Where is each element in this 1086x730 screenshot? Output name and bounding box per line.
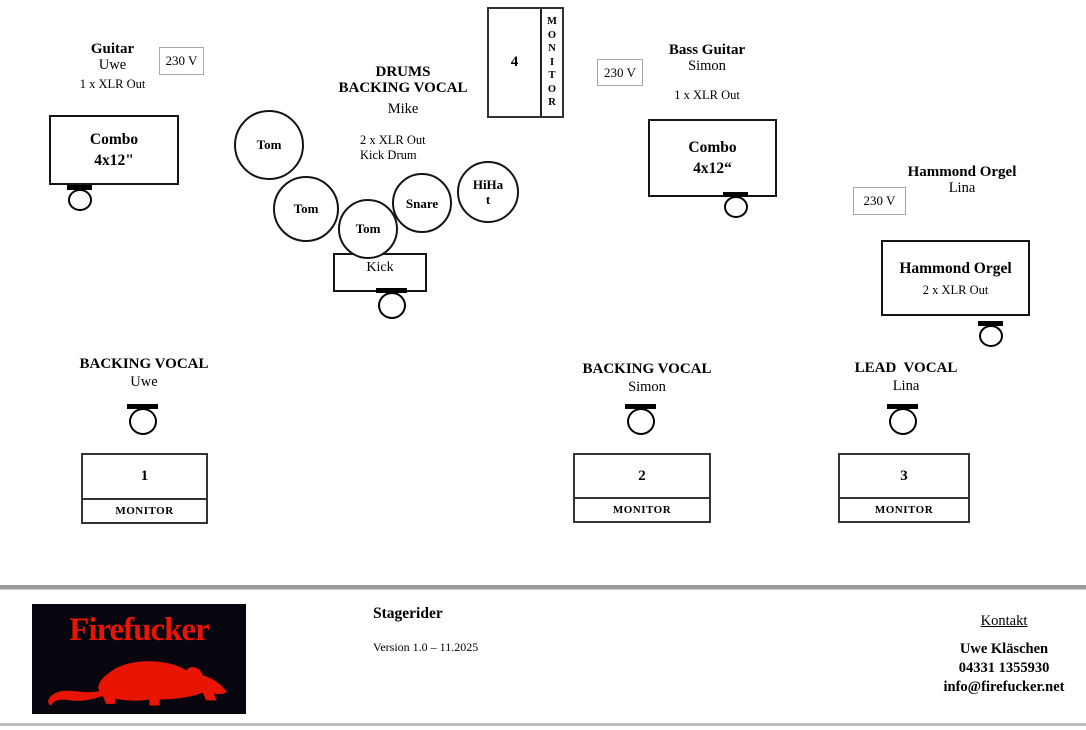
band-logo — [32, 604, 246, 714]
drums-output-line1: 2 x XLR Out — [360, 133, 426, 147]
band-logo-text: Firefucker — [69, 612, 209, 648]
drum-tom-3 — [338, 199, 398, 259]
mic-head-icon — [627, 408, 655, 435]
drums-title-line2: BACKING VOCAL — [338, 80, 468, 96]
monitor-3-number: 3 — [840, 455, 968, 499]
vocal-2-player: Simon — [628, 379, 666, 395]
drums-output-line2: Kick Drum — [360, 148, 417, 162]
drums-header — [303, 64, 503, 118]
guitar-power-box: 230 V — [159, 47, 204, 75]
monitor-4-box — [487, 7, 564, 118]
vocal-1-title: BACKING VOCAL — [79, 356, 209, 372]
guitar-amp-line1: Combo — [89, 131, 139, 148]
monitor-4-label-cell — [542, 9, 562, 116]
tom-1-label: Tom — [256, 137, 282, 152]
vocal-3-title: LEAD VOCAL — [854, 360, 958, 376]
contact-email: info@firefucker.net — [943, 679, 1065, 695]
vocal-3-microphone-icon — [887, 404, 918, 435]
monitor-4-label: MONITOR — [547, 16, 557, 109]
monitor-4-number: 4 — [489, 9, 542, 116]
guitar-title: Guitar — [90, 41, 135, 57]
guitar-amp-line2: 4x12" — [94, 152, 134, 169]
vocal-1-player: Uwe — [130, 374, 158, 390]
guitar-output: 1 x XLR Out — [79, 77, 146, 91]
tom-3-label: Tom — [355, 221, 381, 236]
mic-head-icon — [378, 292, 406, 319]
vocal-1-microphone-icon — [127, 404, 158, 435]
monitor-1-label: MONITOR — [115, 505, 174, 517]
vocal-2-microphone-icon — [625, 404, 656, 435]
vocal-2-title: BACKING VOCAL — [582, 361, 712, 377]
bass-amp-box — [648, 119, 777, 197]
rat-icon — [40, 647, 238, 709]
drum-kick-box — [333, 253, 427, 292]
bass-title: Bass Guitar — [668, 42, 746, 58]
mic-head-icon — [129, 408, 157, 435]
document-version: Version 1.0 – 11.2025 — [373, 640, 479, 654]
monitor-1-number: 1 — [83, 455, 206, 500]
hammond-box-output: 2 x XLR Out — [922, 282, 989, 297]
bass-amp-microphone-icon — [723, 192, 748, 218]
drum-snare — [392, 173, 452, 233]
vocal-3-header — [826, 360, 986, 395]
monitor-1-box — [81, 453, 208, 524]
guitar-amp-microphone-icon — [67, 185, 92, 211]
monitor-3-box — [838, 453, 970, 523]
footer-bottom-rule — [0, 723, 1086, 726]
document-title: Stagerider — [373, 605, 443, 622]
snare-label: Snare — [405, 195, 439, 211]
guitar-player: Uwe — [98, 57, 127, 73]
vocal-2-header — [567, 361, 727, 396]
bass-output: 1 x XLR Out — [674, 88, 740, 102]
bass-amp-line2: 4x12“ — [693, 160, 732, 177]
hammond-box-title: Hammond Orgel — [899, 259, 1012, 277]
hammond-power-box: 230 V — [853, 187, 906, 215]
drum-hihat — [457, 161, 519, 223]
bass-player: Simon — [688, 58, 726, 74]
vocal-1-header — [64, 356, 224, 391]
hammond-box — [881, 240, 1030, 316]
drums-title-line1: DRUMS — [375, 64, 431, 80]
drum-tom-2 — [273, 176, 339, 242]
drums-player: Mike — [387, 101, 419, 117]
mic-head-icon — [68, 189, 92, 211]
vocal-3-player: Lina — [892, 378, 920, 394]
monitor-3-label: MONITOR — [874, 504, 934, 516]
drums-output — [360, 133, 455, 163]
monitor-2-label: MONITOR — [612, 504, 672, 516]
bass-amp-line1: Combo — [688, 139, 737, 156]
hammond-microphone-icon — [978, 321, 1003, 347]
kick-microphone-icon — [376, 288, 407, 319]
hammond-header — [882, 164, 1042, 197]
contact-name: Uwe Kläschen — [959, 641, 1049, 657]
contact-heading: Kontakt — [980, 613, 1028, 629]
hammond-title: Hammond Orgel — [907, 164, 1017, 180]
guitar-amp-box — [49, 115, 179, 185]
tom-2-label: Tom — [293, 201, 319, 216]
bass-header — [627, 42, 787, 103]
drum-tom-1 — [234, 110, 304, 180]
monitor-2-box — [573, 453, 711, 523]
mic-head-icon — [979, 325, 1003, 347]
kick-label: Kick — [366, 260, 394, 275]
mic-head-icon — [724, 196, 748, 218]
monitor-2-number: 2 — [575, 455, 709, 499]
footer-top-rule — [0, 585, 1086, 590]
hammond-player: Lina — [948, 180, 976, 196]
mic-head-icon — [889, 408, 917, 435]
contact-phone: 04331 1355930 — [958, 660, 1050, 676]
contact-block — [924, 613, 1084, 697]
bass-power-box: 230 V — [597, 59, 643, 86]
hihat-label: HiHat — [472, 177, 504, 207]
